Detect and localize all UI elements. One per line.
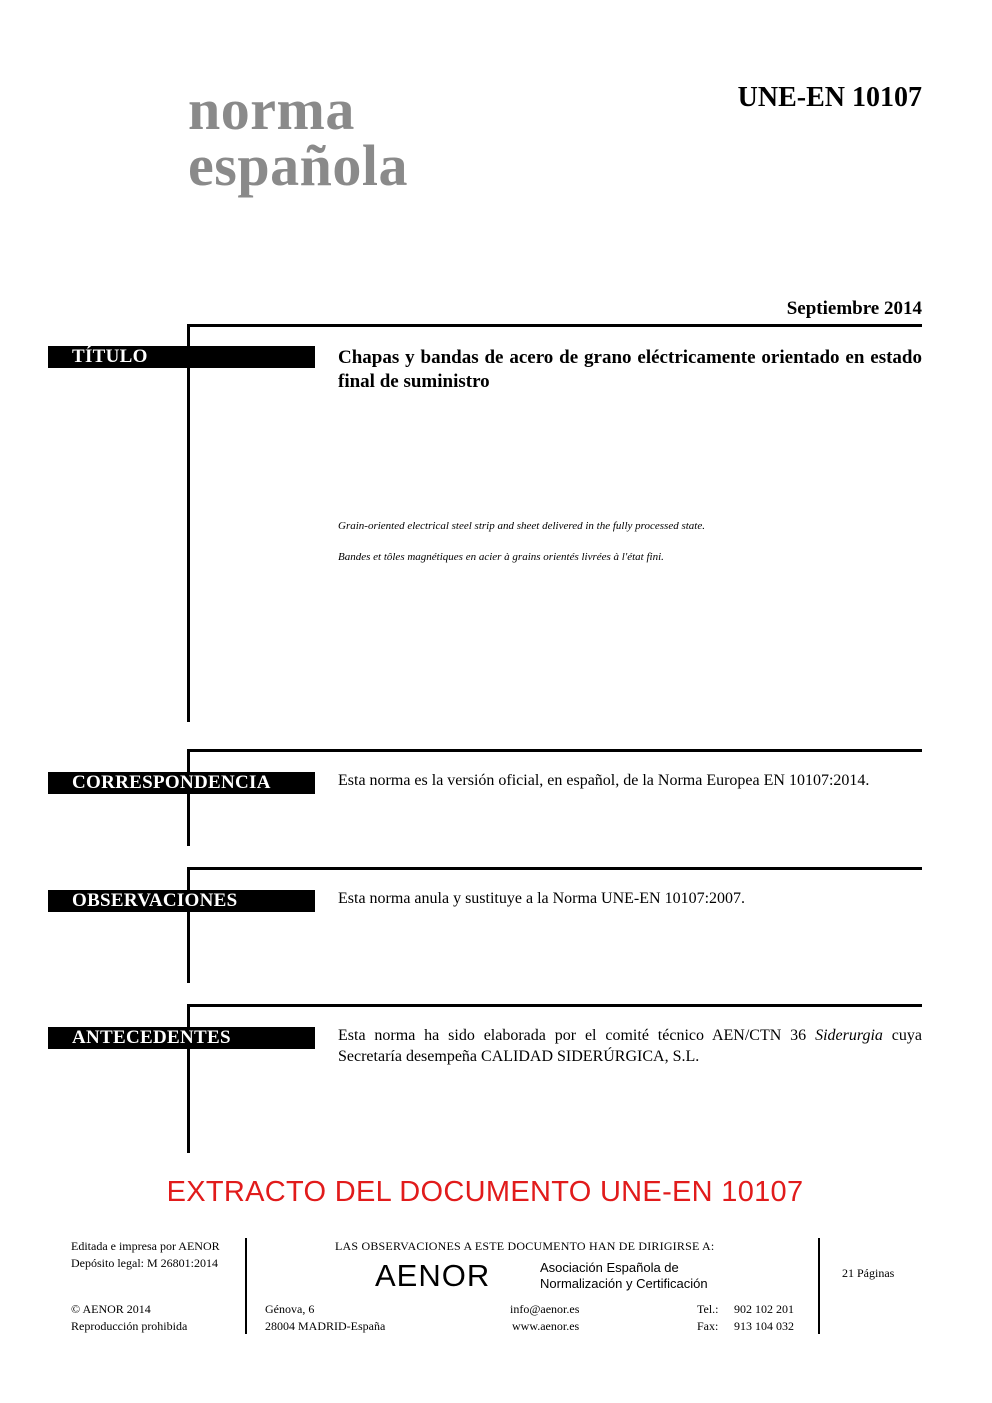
section-divider-antecedentes (187, 1004, 922, 1007)
title-english: Grain-oriented electrical steel strip and sheet delivered in the fully processed state. (338, 520, 705, 532)
label-correspondencia: CORRESPONDENCIA (48, 772, 315, 794)
label-antecedentes: ANTECEDENTES (48, 1027, 315, 1049)
section-rule-titulo (187, 324, 190, 722)
aenor-fullname-line-2: Normalización y Certificación (540, 1276, 708, 1291)
aenor-fullname-line-1: Asociación Española de (540, 1260, 679, 1275)
brand-line-2: española (188, 133, 408, 198)
standard-number: UNE-EN 10107 (737, 82, 922, 113)
footer-fax-label: Fax: (697, 1319, 719, 1333)
observaciones-text: Esta norma anula y sustituye a la Norma UNE-EN 10107:2007. (338, 890, 746, 907)
correspondencia-text: Esta norma es la versión oficial, en español, de la Norma Europea EN 10107:2014. (338, 772, 870, 789)
footer-edited: Editada e impresa por AENOR (71, 1239, 220, 1253)
title-french: Bandes et tôles magnétiques en acier à grains orientés livrées à l'état fini. (338, 551, 664, 563)
footer-email[interactable]: info@aenor.es (510, 1302, 580, 1316)
publication-date: Septiembre 2014 (786, 298, 922, 319)
footer-reproduction: Reproducción prohibida (71, 1319, 188, 1333)
antecedentes-text-part1: Esta norma ha sido elaborada por el comité técnico AEN/CTN 36 (338, 1027, 816, 1044)
footer-website[interactable]: www.aenor.es (512, 1319, 580, 1333)
footer-separator-left (245, 1238, 247, 1334)
footer-address-1: Génova, 6 (265, 1302, 315, 1316)
footer-fax: 913 104 032 (734, 1319, 794, 1333)
footer-copyright: © AENOR 2014 (71, 1302, 151, 1316)
section-rule-correspondencia (187, 749, 190, 846)
section-divider-correspondencia (187, 749, 922, 752)
footer-notice: LAS OBSERVACIONES A ESTE DOCUMENTO HAN DE DIRIGIRSE A: (335, 1239, 715, 1253)
brand-title (188, 77, 408, 198)
section-divider-titulo (187, 324, 922, 327)
footer-tel-label: Tel.: (697, 1302, 719, 1316)
section-divider-observaciones (187, 867, 922, 870)
footer-deposit: Depósito legal: M 26801:2014 (71, 1256, 218, 1270)
footer-pages: 21 Páginas (842, 1266, 895, 1280)
antecedentes-committee-name: Siderurgia (815, 1027, 883, 1044)
aenor-logo-word: AENOR (375, 1258, 491, 1293)
aenor-logo-fullname (540, 1260, 708, 1292)
footer-separator-right (818, 1238, 820, 1334)
footer-address-2: 28004 MADRID-España (265, 1319, 386, 1333)
label-titulo: TÍTULO (48, 346, 315, 368)
footer-tel: 902 102 201 (734, 1302, 794, 1316)
document-title: Chapas y bandas de acero de grano eléctricamente orientado en estado final de suministro (338, 347, 922, 392)
brand-line-1: norma (188, 77, 355, 142)
antecedentes-text-part2: cuya Secretaría desempeña CALIDAD SIDERÚRGICA, S.L. (338, 1027, 922, 1065)
antecedentes-text (338, 1025, 922, 1067)
extract-watermark: EXTRACTO DEL DOCUMENTO UNE-EN 10107 (166, 1176, 804, 1208)
section-rule-observaciones (187, 867, 190, 983)
label-observaciones: OBSERVACIONES (48, 890, 315, 912)
